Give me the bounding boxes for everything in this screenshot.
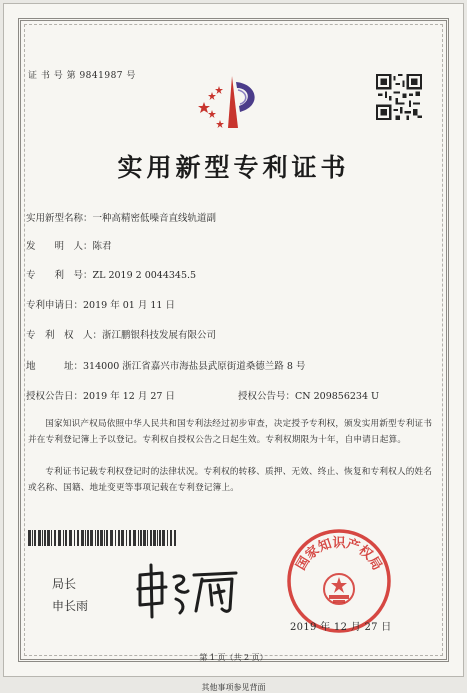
field-value: 一种高精密低噪音直线轨道副: [92, 213, 217, 224]
field-label: 实用新型名称：: [26, 213, 93, 224]
footer-note: 其他事项参见背面: [201, 683, 266, 692]
field-value: 314000 浙江省嘉兴市海盐县武原街道桑德兰路 8 号: [83, 361, 306, 372]
director-signature-icon: [132, 555, 242, 625]
patent-office-emblem-icon: [192, 72, 272, 132]
legal-status-paragraph: 专利证书记载专利权登记时的法律状况。专利权的转移、质押、无效、终止、恢复和专利权人的姓名或名称、国籍、地址变更等事项记载在专利登记簿上。: [28, 467, 433, 493]
field-value: CN 209856234 U: [295, 391, 380, 402]
field-value: 陈君: [92, 241, 112, 252]
field-patentee: [26, 327, 216, 341]
field-label: 专 利 权 人：: [26, 330, 103, 341]
field-label: 专利申请日：: [26, 300, 84, 311]
field-label: 授权公告号：: [238, 391, 296, 402]
qr-code-icon[interactable]: [376, 74, 422, 120]
field-label: 专 利 号：: [26, 270, 93, 281]
grant-statement-paragraph: 国家知识产权局依照中华人民共和国专利法经过初步审查，决定授予专利权，颁发实用新型专利证书并在专利登记簿上予以登记。专利权自授权公告之日起生效。专利权期限为十年，自申请日起算。: [28, 419, 433, 445]
field-label: 授权公告日：: [26, 391, 84, 402]
certificate-number: 证 书 号 第 9841987 号: [28, 71, 136, 81]
field-patent-number: [26, 267, 196, 281]
seal-text: 国家知识产权局: [293, 536, 385, 574]
field-value: 2019 年 01 月 11 日: [83, 300, 175, 311]
certificate-title: 实用新型专利证书: [117, 153, 350, 182]
field-grant-date: [26, 388, 175, 402]
field-application-date: [26, 297, 175, 311]
field-value: 2019 年 12 月 27 日: [83, 391, 175, 402]
field-grant-number: [238, 388, 379, 402]
director-name: 申长雨: [52, 599, 89, 613]
barcode-icon: [28, 530, 176, 546]
field-value: 浙江鹏银科技发展有限公司: [102, 330, 217, 341]
seal-date: 2019 年 12 月 27 日: [290, 622, 392, 633]
field-inventor: [26, 238, 112, 252]
field-address: [26, 358, 305, 372]
page-number: 第 1 页（共 2 页）: [199, 653, 268, 662]
field-utility-model-name: [26, 210, 216, 224]
director-title: 局长: [52, 577, 77, 591]
field-value: ZL 2019 2 0044345.5: [92, 270, 197, 281]
field-label: 发 明 人：: [26, 241, 93, 252]
field-label: 地 址：: [26, 361, 84, 372]
